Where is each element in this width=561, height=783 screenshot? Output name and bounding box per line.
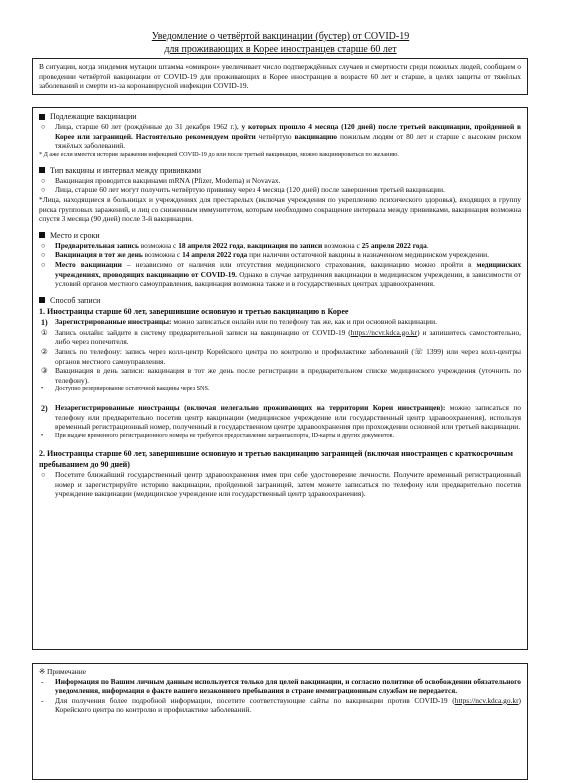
note-text: *Лица, находящиеся в больницах и учреждениях для престарелых (включая учреждения по укреплению психического здоровья), входящих в группу риска групповых заражений, и лиц со сниженным иммунитетом, которым необходимо сокращение интервала между прививками, вакцинация возможна спустя 3 месяца (90 дней) после 3-й вакцинации.	[39, 194, 521, 224]
subheading-1: 1. Иностранцы старше 60 лет, завершившие основную и третью вакцинацию в Корее	[39, 306, 349, 316]
circle-bullet-icon: ○	[41, 250, 46, 260]
document-title	[0, 30, 561, 56]
circle-bullet-icon: ○	[41, 240, 46, 250]
list-item: 1) Зарегистрированные иностранцы: можно записаться онлайн или по телефону так же, как и при основной вакцинации.	[41, 316, 437, 327]
section-vaccine-type	[39, 165, 521, 224]
list-item: ① Запись онлайн: зайдите в систему предварительной записи на вакцинацию от COVID-19 (https://ncvr.kdca.go.kr) и запишитесь самостоятельно, либо через попечителя.	[41, 327, 521, 347]
info-link[interactable]: https://ncv.kdca.go.kr	[454, 695, 519, 705]
title-line-2: для проживающих в Корее иностранцев старше 60 лет	[164, 44, 397, 55]
notes-box	[32, 663, 528, 780]
list-item: - Для получения более подробной информации, посетите соответствующие сайты по вакцинации против COVID-19 (https://ncv.kdca.go.kr) Корейского центра по контролю и профилактике заболеваний.	[41, 695, 521, 715]
section-heading: Место и сроки	[39, 230, 521, 241]
list-item: ○ Вакцинация проводится вакцинами mRNA (Pfizer, Moderna) и Novavax.	[41, 175, 281, 185]
list-item: ○ Лица, старше 60 лет могут получить четвёртую прививку через 4 месяца (120 дней) после завершения третьей вакцинации.	[41, 185, 445, 195]
intro-text: В ситуации, когда эпидемия мутации штамма «омикрон» увеличивает число подтверждённых случаев и смертности среди пожилых людей, сообщаем о проведении четвёртой вакцинации от COVID-19 для проживающих в Корее иностранцев в возрасте 60 лет и старше, в целях защиты от тяжёлых заболеваний и смерти из-за коронавирусной инфекции COVID-19.	[39, 62, 521, 91]
circle-bullet-icon: ○	[41, 185, 46, 195]
registration-link[interactable]: https://ncvr.kdca.go.kr	[350, 327, 418, 337]
section-heading: Способ записи	[39, 295, 521, 306]
list-item: ○ Лица, старше 60 лет (рождённые до 31 декабря 1962 г.), у которых прошло 4 месяца (120 дней) после третьей вакцинации, пройденной в Корее или заграницей. Настоятельно рекомендуем пройти четвёртую вакцинацию пожилым людям от 80 лет и старше с высоким риском тяжёлых заболеваний.	[41, 122, 521, 151]
square-bullet-icon	[39, 297, 45, 303]
list-item: ○ Посетите ближайший государственный центр здравоохранения имея при себе удостоверение личности. Получите временный регистрационный номер и зарегистрируйте историю вакцинации, пройденной заграницей, затем можете записаться по телефону или предварительно посетив учреждение вакцинации (медицинское учреждение или государственный центр здравоохранения).	[41, 470, 521, 499]
section-place-dates	[39, 230, 521, 289]
section-eligible	[39, 111, 521, 159]
subheading-2: 2. Иностранцы старше 60 лет, завершившие основную и третью вакцинацию заграницей (включая иностранцев с краткосрочным пребыванием до 90 дней)	[39, 449, 513, 470]
note-text: * Д аже если имеется история заражения инфекцией COVID-19 до или после третьей вакцинации, можно вакцинироваться по желанию.	[39, 150, 399, 158]
circle-bullet-icon: ○	[41, 122, 46, 131]
list-item: ② Запись по телефону: запись через колл-центр Корейского центра по контролю и профилактике заболеваний (☏ 1399) или через колл-центры органов местного самоуправления.	[41, 346, 521, 366]
notes-heading: ※ Примечание	[39, 667, 86, 676]
section-registration	[39, 295, 521, 499]
title-line-1: Уведомление о четвёртой вакцинации (бустер) от COVID-19	[151, 31, 410, 42]
list-item: ③ Вакцинация в день записи: вакцинация в тот же день после регистрации в предварительном списке медицинского учреждения (уточнить по телефону).	[41, 366, 521, 385]
circle-bullet-icon: ○	[41, 175, 46, 185]
list-item: 2) Незарегистрированные иностранцы (включая нелегально проживающих на территории Кореи иностранцев): можно записаться по телефону или предварительно посетив центр вакцинации (медицинское учреждение или государственный центр здравоохранения), используя временный регистрационный номер, полученный в государственном центре здравоохранения при прохождении основной или третьей вакцинации.	[41, 403, 522, 432]
note-text: • Доступно резервирование остаточной вакцины через SNS.	[41, 385, 210, 393]
note-text: • При выдаче временного регистрационного номера не требуется предоставление загранпаспорта, ID-карты и других документов.	[41, 432, 395, 440]
list-item: ○ Вакцинация в тот же день возможна с 14 апреля 2022 года при наличии остаточной вакцины в назначенном медицинском учреждении.	[41, 250, 489, 260]
square-bullet-icon	[39, 167, 45, 173]
circle-bullet-icon: ○	[41, 259, 46, 269]
square-bullet-icon	[39, 114, 45, 120]
list-item: ○ Предварительная запись возможна с 18 апреля 2022 года, вакцинация по записи возможна с 25 апреля 2022 года.	[41, 240, 429, 250]
circle-bullet-icon: ○	[41, 470, 46, 480]
list-item: ○ Место вакцинации – независимо от наличия или отсутствия медицинского страхования, вакцинацию можно пройти в медицинских учреждениях, проводящих вакцинацию от COVID-19. Однако в случае затруднения вакцинации в медицинском учреждении, в зависимости от условий органов местного самоуправления, вакцинация возможна также и в государственных центрах здравоохранения.	[41, 259, 522, 289]
section-heading: Тип вакцины и интервал между прививками	[39, 165, 521, 176]
square-bullet-icon	[39, 232, 45, 238]
list-item: - Информация по Вашим личным данным используется только для целей вакцинации, и согласно политике об освобождении обязательного уведомления, информация о факте вашего незаконного пребывания в стране иммиграционным службам не передается.	[41, 676, 521, 696]
main-box	[32, 107, 528, 650]
intro-box	[32, 58, 528, 95]
section-heading: Подлежащие вакцинации	[39, 111, 521, 122]
